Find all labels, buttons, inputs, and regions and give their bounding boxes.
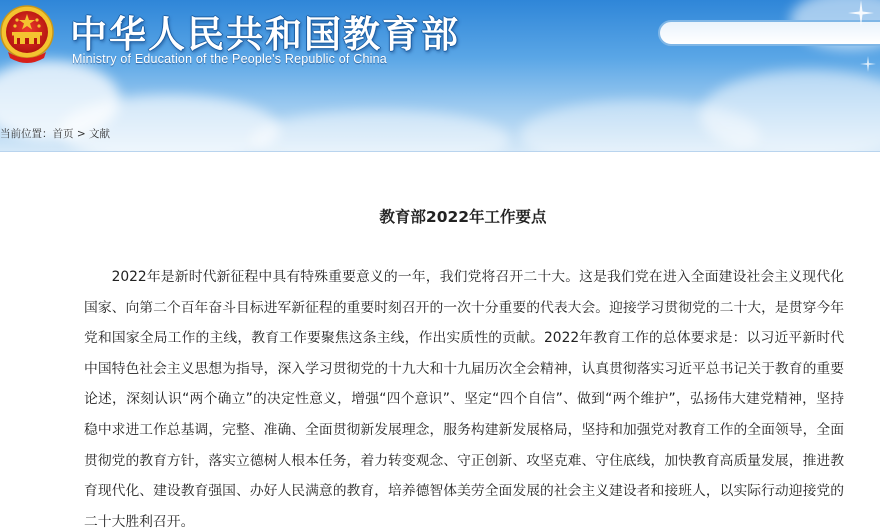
- sparkle-icon: [848, 0, 874, 26]
- breadcrumb-separator: >: [73, 128, 89, 140]
- search-input[interactable]: [658, 20, 880, 46]
- article-title: 教育部2022年工作要点: [379, 208, 547, 226]
- header-divider: [0, 151, 880, 152]
- national-emblem-icon[interactable]: [0, 2, 58, 68]
- breadcrumb-prefix: 当前位置：: [0, 128, 53, 140]
- breadcrumb-home-link[interactable]: 首页: [52, 128, 74, 140]
- site-subtitle: Ministry of Education of the People's Republic of China: [72, 52, 387, 66]
- site-header: [0, 0, 880, 152]
- sparkle-icon: [860, 56, 876, 72]
- breadcrumb: [0, 126, 110, 142]
- site-title[interactable]: 中华人民共和国教育部: [70, 13, 460, 56]
- header-cloud: [700, 70, 880, 152]
- header-cloud: [250, 110, 510, 152]
- article-body: 2022年是新时代新征程中具有特殊重要意义的一年，我们党将召开二十大。这是我们党在进入全面建设社会主义现代化国家、向第二个百年奋斗目标进军新征程的重要时刻召开的一次十分重要的代表大会。迎接学习贯彻党的二十大，是贯穿今年党和国家全局工作的主线，教育工作要聚焦这条主线，作出实质性的贡献。2022年教育工作的总体要求是：以习近平新时代中国特色社会主义思想为指导，深入学习贯彻党的十九大和十九届历次全会精神，认真贯彻落实习近平总书记关于教育的重要论述，深刻认识“两个确立”的决定性意义，增强“四个意识”、坚定“四个自信”、做到“两个维护”，弘扬伟大建党精神，坚持稳中求进工作总基调，完整、准确、全面贯彻新发展理念，服务构建新发展格局，坚持和加强党对教育工作的全面领导，全面贯彻党的教育方针，落实立德树人根本任务，着力转变观念、守正创新、攻坚克难、守住底线，加快教育高质量发展，推进教育现代化、建设教育强国、办好人民满意的教育，培养德智体美劳全面发展的社会主义建设者和接班人，以实际行动迎接党的二十大胜利召开。: [84, 269, 844, 530]
- breadcrumb-documents-link[interactable]: 文献: [88, 128, 110, 140]
